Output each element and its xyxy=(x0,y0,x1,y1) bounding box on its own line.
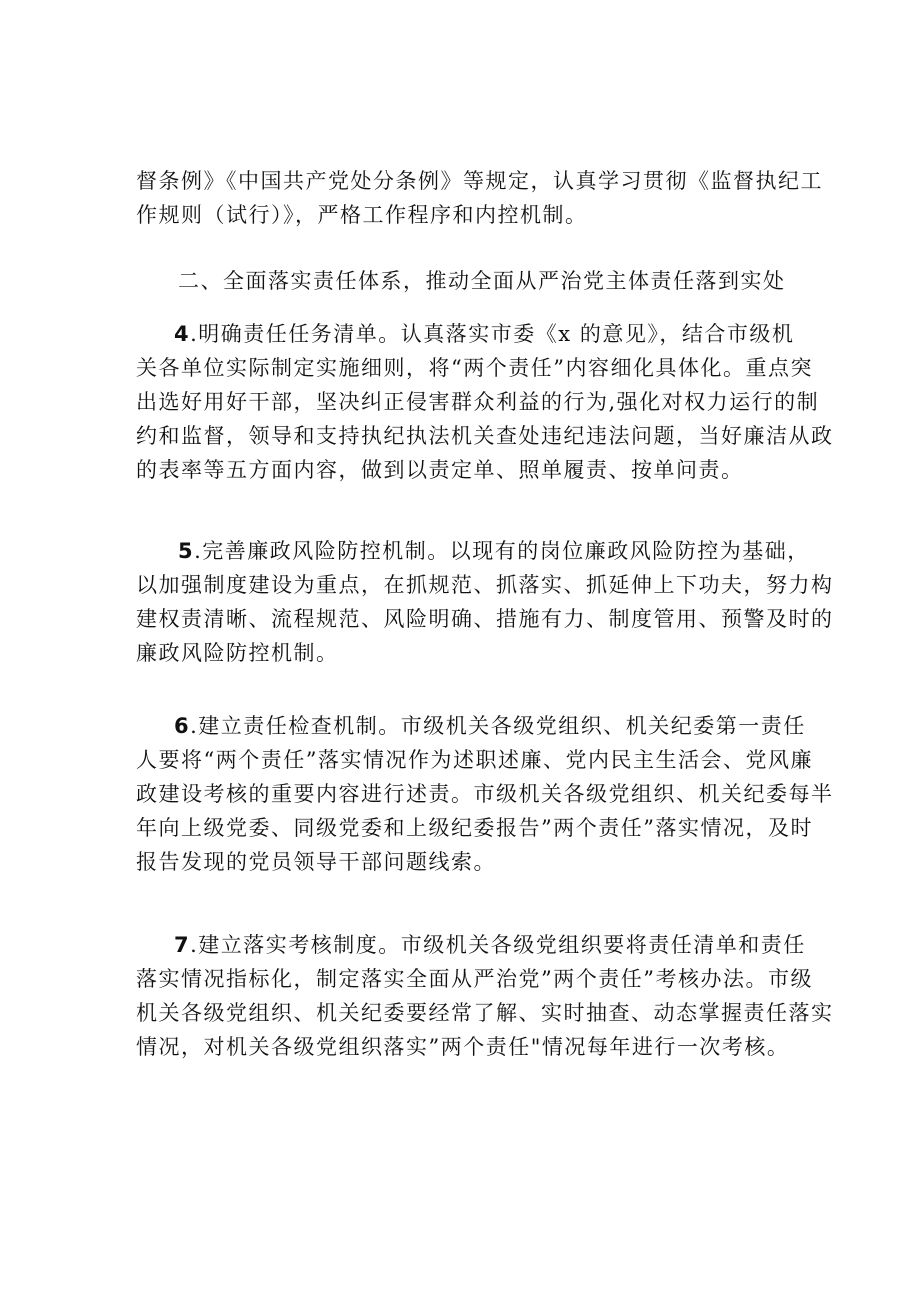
text-line: 督条例》《中国共产党处分条例》等规定，认真学习贯彻《监督执纪工 xyxy=(136,169,823,193)
continuation-paragraph xyxy=(136,164,823,232)
text-line: 出选好用好干部，坚决纠正侵害群众利益的行为,强化对权力运行的制 xyxy=(136,390,820,414)
text-line: 建权责清晰、流程规范、风险明确、措施有力、制度管用、预警及时的 xyxy=(136,607,834,631)
text-line: 人要将“两个责任”落实情况作为述职述廉、党内民主生活会、党风廉 xyxy=(136,748,813,772)
text-line xyxy=(136,928,812,962)
text-line xyxy=(136,709,812,743)
text-line: 机关各级党组织、机关纪委要经常了解、实时抽查、动态掌握责任落实 xyxy=(136,1001,834,1025)
item-text: .建立落实考核制度。市级机关各级党组织要将责任清单和责任 xyxy=(190,933,806,957)
item-number: 4 xyxy=(174,322,191,346)
text-line: 约和监督，领导和支持执纪执法机关查处违纪违法问题，当好廉洁从政 xyxy=(136,424,834,448)
item-text: .完善廉政风险防控机制。以现有的岗位廉政风险防控为基础， xyxy=(194,539,810,563)
item-6-paragraph xyxy=(136,709,834,879)
section-heading: 二、全面落实责任体系，推动全面从严治党主体责任落到实处 xyxy=(178,269,786,293)
item-text: .建立责任检查机制。市级机关各级党组织、机关纪委第一责任 xyxy=(190,714,806,738)
text-line xyxy=(136,317,812,351)
text-line: 报告发现的党员领导干部问题线索。 xyxy=(136,850,496,874)
text-line: 以加强制度建设为重点，在抓规范、抓落实、抓延伸上下功夫，努力构 xyxy=(136,573,834,597)
item-5-paragraph xyxy=(136,534,834,670)
text-line xyxy=(136,534,812,568)
text-line: 政建设考核的重要内容进行述责。市级机关各级党组织、机关纪委每半 xyxy=(136,782,834,806)
item-4-paragraph xyxy=(136,317,834,487)
item-number: 5 xyxy=(178,539,195,563)
item-7-paragraph xyxy=(136,928,834,1064)
text-line: 廉政风险防控机制。 xyxy=(136,641,339,665)
text-line: 落实情况指标化，制定落实全面从严治党”两个责任”考核办法。市级 xyxy=(136,967,813,991)
text-line: 的表率等五方面内容，做到以责定单、照单履责、按单问责。 xyxy=(136,458,744,482)
item-text: .明确责任任务清单。认真落实市委《x 的意见》，结合市级机 xyxy=(190,322,795,346)
item-number: 6 xyxy=(174,714,191,738)
item-number: 7 xyxy=(174,933,191,957)
text-line: 作规则（试行）》，严格工作程序和内控机制。 xyxy=(136,203,588,227)
text-line: 情况，对机关各级党组织落实”两个责任"情况每年进行一次考核。 xyxy=(136,1035,790,1059)
text-line: 关各单位实际制定实施细则，将“两个责任”内容细化具体化。重点突 xyxy=(136,356,813,380)
text-line: 年向上级党委、同级党委和上级纪委报告”两个责任”落实情况，及时 xyxy=(136,816,813,840)
